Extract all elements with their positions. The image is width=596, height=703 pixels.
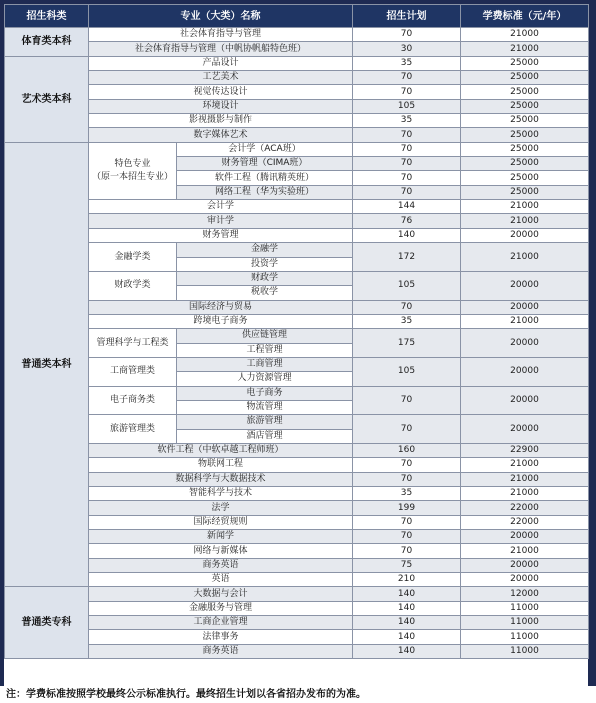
fee-cell: 20000: [461, 357, 589, 386]
group-cell: 电子商务类: [89, 386, 177, 415]
plan-cell: 70: [353, 128, 461, 142]
plan-cell: 140: [353, 587, 461, 601]
major-cell: 视觉传达设计: [89, 85, 353, 99]
table-row: [5, 515, 589, 529]
plan-cell: 144: [353, 200, 461, 214]
table-row: [5, 200, 589, 214]
fee-cell: 25000: [461, 157, 589, 171]
table-row: [5, 501, 589, 515]
fee-cell: 20000: [461, 573, 589, 587]
fee-cell: 25000: [461, 114, 589, 128]
fee-cell: 25000: [461, 85, 589, 99]
header-fee: 学费标准（元/年）: [461, 5, 589, 28]
major-cell: 会计学: [89, 200, 353, 214]
fee-cell: 21000: [461, 214, 589, 228]
major-cell: 物流管理: [177, 400, 353, 414]
plan-cell: 75: [353, 558, 461, 572]
plan-cell: 105: [353, 271, 461, 300]
plan-cell: 140: [353, 601, 461, 615]
fee-cell: 11000: [461, 630, 589, 644]
category-cell: 普通类专科: [5, 587, 89, 659]
plan-cell: 70: [353, 171, 461, 185]
table-row: [5, 443, 589, 457]
plan-cell: 70: [353, 157, 461, 171]
major-cell: 工商管理: [177, 357, 353, 371]
admission-table: [4, 4, 589, 659]
major-cell: 数字媒体艺术: [89, 128, 353, 142]
table-body: [5, 28, 589, 659]
table-row: [5, 544, 589, 558]
table-row: [5, 530, 589, 544]
group-cell: 特色专业 （原一本招生专业）: [89, 142, 177, 199]
major-cell: 智能科学与技术: [89, 487, 353, 501]
fee-cell: 12000: [461, 587, 589, 601]
fee-cell: 21000: [461, 472, 589, 486]
major-cell: 商务英语: [89, 644, 353, 658]
major-cell: 人力资源管理: [177, 372, 353, 386]
plan-cell: 70: [353, 85, 461, 99]
major-cell: 商务英语: [89, 558, 353, 572]
major-cell: 影视摄影与制作: [89, 114, 353, 128]
major-cell: 税收学: [177, 286, 353, 300]
major-cell: 酒店管理: [177, 429, 353, 443]
category-cell: 体育类本科: [5, 28, 89, 57]
major-cell: 软件工程（中软卓越工程师班）: [89, 443, 353, 457]
fee-cell: 21000: [461, 314, 589, 328]
major-cell: 数据科学与大数据技术: [89, 472, 353, 486]
fee-cell: 21000: [461, 487, 589, 501]
fee-cell: 11000: [461, 616, 589, 630]
major-cell: 财务管理（CIMA班）: [177, 157, 353, 171]
plan-cell: 140: [353, 616, 461, 630]
major-cell: 金融服务与管理: [89, 601, 353, 615]
plan-cell: 30: [353, 42, 461, 56]
major-cell: 跨境电子商务: [89, 314, 353, 328]
plan-cell: 35: [353, 487, 461, 501]
fee-cell: 21000: [461, 544, 589, 558]
table-row: [5, 142, 589, 156]
fee-cell: 21000: [461, 42, 589, 56]
major-cell: 供应链管理: [177, 329, 353, 343]
fee-cell: 22000: [461, 515, 589, 529]
fee-cell: 25000: [461, 128, 589, 142]
plan-cell: 70: [353, 386, 461, 415]
fee-cell: 22000: [461, 501, 589, 515]
table-row: [5, 415, 589, 429]
plan-cell: 35: [353, 56, 461, 70]
plan-cell: 70: [353, 515, 461, 529]
fee-cell: 20000: [461, 530, 589, 544]
major-cell: 金融学: [177, 243, 353, 257]
plan-cell: 210: [353, 573, 461, 587]
plan-cell: 140: [353, 644, 461, 658]
fee-cell: 25000: [461, 142, 589, 156]
major-cell: 旅游管理: [177, 415, 353, 429]
plan-cell: 70: [353, 300, 461, 314]
major-cell: 财政学: [177, 271, 353, 285]
major-cell: 社会体育指导与管理（中帆协帆船特色班）: [89, 42, 353, 56]
table-row: [5, 472, 589, 486]
major-cell: 网络与新媒体: [89, 544, 353, 558]
table-row: [5, 386, 589, 400]
fee-cell: 11000: [461, 644, 589, 658]
plan-cell: 70: [353, 185, 461, 199]
category-cell: 艺术类本科: [5, 56, 89, 142]
fee-cell: 25000: [461, 71, 589, 85]
table-row: [5, 601, 589, 615]
fee-cell: 11000: [461, 601, 589, 615]
plan-cell: 160: [353, 443, 461, 457]
major-cell: 法学: [89, 501, 353, 515]
major-cell: 社会体育指导与管理: [89, 28, 353, 42]
plan-cell: 35: [353, 314, 461, 328]
table-row: [5, 214, 589, 228]
fee-cell: 21000: [461, 243, 589, 272]
table-row: [5, 85, 589, 99]
table-row: [5, 558, 589, 572]
major-cell: 工程管理: [177, 343, 353, 357]
fee-cell: 20000: [461, 228, 589, 242]
table-row: [5, 128, 589, 142]
table-row: [5, 228, 589, 242]
fee-cell: 21000: [461, 200, 589, 214]
group-cell: 管理科学与工程类: [89, 329, 177, 358]
plan-cell: 76: [353, 214, 461, 228]
plan-cell: 172: [353, 243, 461, 272]
major-cell: 英语: [89, 573, 353, 587]
plan-cell: 70: [353, 530, 461, 544]
table-row: [5, 487, 589, 501]
table-row: [5, 458, 589, 472]
group-cell: 财政学类: [89, 271, 177, 300]
plan-cell: 140: [353, 228, 461, 242]
major-cell: 工商企业管理: [89, 616, 353, 630]
plan-cell: 70: [353, 472, 461, 486]
fee-cell: 20000: [461, 271, 589, 300]
group-cell: 工商管理类: [89, 357, 177, 386]
table-row: [5, 99, 589, 113]
group-cell: 旅游管理类: [89, 415, 177, 444]
major-cell: 审计学: [89, 214, 353, 228]
major-cell: 电子商务: [177, 386, 353, 400]
header-category: 招生科类: [5, 5, 89, 28]
plan-cell: 175: [353, 329, 461, 358]
plan-cell: 105: [353, 99, 461, 113]
table-row: [5, 71, 589, 85]
table-row: [5, 243, 589, 257]
group-cell: 金融学类: [89, 243, 177, 272]
table-row: [5, 573, 589, 587]
header-plan: 招生计划: [353, 5, 461, 28]
major-cell: 会计学（ACA班）: [177, 142, 353, 156]
fee-cell: 20000: [461, 415, 589, 444]
footnote: 注：学费标准按照学校最终公示标准执行。最终招生计划以各省招办发布的为准。: [0, 686, 596, 703]
fee-cell: 25000: [461, 185, 589, 199]
major-cell: 国际经贸规则: [89, 515, 353, 529]
fee-cell: 21000: [461, 28, 589, 42]
table-row: [5, 329, 589, 343]
major-cell: 投资学: [177, 257, 353, 271]
plan-cell: 35: [353, 114, 461, 128]
major-cell: 财务管理: [89, 228, 353, 242]
major-cell: 物联网工程: [89, 458, 353, 472]
major-cell: 环境设计: [89, 99, 353, 113]
category-cell: 普通类本科: [5, 142, 89, 587]
plan-cell: 70: [353, 544, 461, 558]
table-row: [5, 42, 589, 56]
table-header-row: [5, 5, 589, 28]
plan-cell: 199: [353, 501, 461, 515]
table-row: [5, 644, 589, 658]
fee-cell: 25000: [461, 99, 589, 113]
major-cell: 大数据与会计: [89, 587, 353, 601]
major-cell: 新闻学: [89, 530, 353, 544]
plan-cell: 70: [353, 415, 461, 444]
table-row: [5, 300, 589, 314]
table-row: [5, 587, 589, 601]
fee-cell: 20000: [461, 300, 589, 314]
plan-cell: 70: [353, 142, 461, 156]
table-row: [5, 630, 589, 644]
plan-cell: 70: [353, 458, 461, 472]
major-cell: 工艺美术: [89, 71, 353, 85]
fee-cell: 21000: [461, 458, 589, 472]
fee-cell: 22900: [461, 443, 589, 457]
major-cell: 网络工程（华为实验班）: [177, 185, 353, 199]
table-row: [5, 357, 589, 371]
major-cell: 软件工程（腾讯精英班）: [177, 171, 353, 185]
table-row: [5, 314, 589, 328]
admission-table-sheet: [4, 4, 588, 686]
header-major: 专业（大类）名称: [89, 5, 353, 28]
fee-cell: 20000: [461, 386, 589, 415]
major-cell: 国际经济与贸易: [89, 300, 353, 314]
fee-cell: 20000: [461, 558, 589, 572]
fee-cell: 20000: [461, 329, 589, 358]
table-row: [5, 271, 589, 285]
table-row: [5, 56, 589, 70]
fee-cell: 25000: [461, 171, 589, 185]
table-row: [5, 616, 589, 630]
plan-cell: 70: [353, 71, 461, 85]
plan-cell: 140: [353, 630, 461, 644]
plan-cell: 70: [353, 28, 461, 42]
major-cell: 法律事务: [89, 630, 353, 644]
fee-cell: 25000: [461, 56, 589, 70]
table-row: [5, 114, 589, 128]
table-row: [5, 28, 589, 42]
major-cell: 产品设计: [89, 56, 353, 70]
plan-cell: 105: [353, 357, 461, 386]
